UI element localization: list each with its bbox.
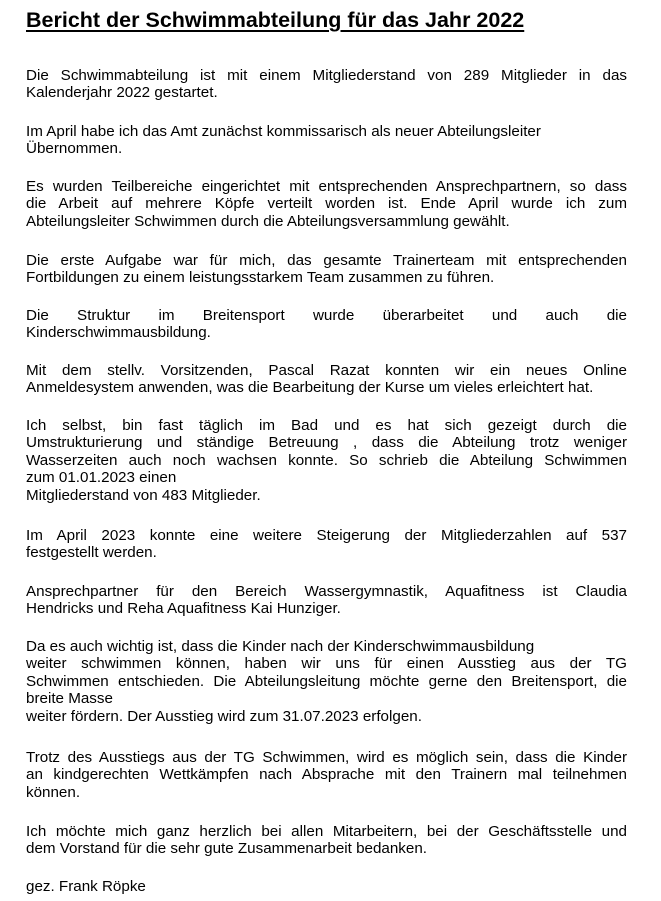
paragraph-competitions (26, 749, 627, 801)
text-line: Mit dem stellv. Vorsitzenden, Pascal Razat konnten wir ein neues Online (26, 362, 627, 379)
paragraph-start-membership (26, 67, 627, 102)
text-line: Übernommen. (26, 140, 123, 158)
text-line: Wasserzeiten auch noch wachsen konnte. So schrieb die Abteilung Schwimmen (26, 451, 627, 469)
document-title: Bericht der Schwimmabteilung für das Jahr 2022 (26, 8, 525, 32)
text-line: Ich selbst, bin fast täglich im Bad und es hat sich gezeigt durch die (26, 417, 627, 434)
signature-text: gez. Frank Röpke (26, 878, 146, 895)
text-line: Die Schwimmabteilung ist mit einem Mitgliederstand von 289 Mitglieder in das (26, 67, 627, 84)
text-line: breite Masse (26, 690, 113, 708)
text-line: Umstrukturierung und ständige Betreuung , dass die Abteilung trotz weniger (26, 434, 627, 452)
text-line: können. (26, 783, 81, 801)
paragraph-thanks (26, 823, 627, 858)
text-line: Hendricks und Reha Aquafitness Kai Hunziger. (26, 600, 341, 618)
paragraph-structure (26, 307, 627, 342)
text-line: Mitgliederstand von 483 Mitglieder. (26, 486, 261, 504)
text-line: Da es auch wichtig ist, dass die Kinder nach der Kinderschwimmausbildung (26, 638, 535, 655)
paragraph-sections (26, 178, 627, 230)
text-line: Abteilungsleiter Schwimmen durch die Abteilungsversammlung gewählt. (26, 212, 510, 230)
text-line: Anmeldesystem anwenden, was die Bearbeitung der Kurse um vieles erleichtert hat. (26, 379, 594, 397)
paragraph-growth (26, 417, 627, 504)
text-line: dem Vorstand für die sehr gute Zusammenarbeit bedanken. (26, 840, 428, 858)
text-line: Im April 2023 konnte eine weitere Steigerung der Mitgliederzahlen auf 537 (26, 527, 627, 544)
text-line: Es wurden Teilbereiche eingerichtet mit entsprechenden Ansprechpartnern, so dass (26, 178, 627, 195)
text-line: Kalenderjahr 2022 gestartet. (26, 84, 218, 102)
text-line: zum 01.01.2023 einen (26, 469, 177, 487)
paragraph-exit-tg (26, 638, 627, 725)
paragraph-appointment (26, 123, 627, 158)
text-line: Schwimmen entschieden. Die Abteilungsleitung möchte gerne den Breitensport, die (26, 672, 627, 690)
paragraph-online-system (26, 362, 627, 397)
text-line: Die Struktur im Breitensport wurde überarbeitet und auch die (26, 307, 627, 324)
text-line: die Arbeit auf mehrere Köpfe verteilt worden ist. Ende April wurde ich zum (26, 195, 627, 213)
text-line: weiter fördern. Der Ausstieg wird zum 31.07.2023 erfolgen. (26, 707, 422, 725)
text-line: Ich möchte mich ganz herzlich bei allen Mitarbeitern, bei der Geschäftsstelle und (26, 823, 627, 840)
text-line: Fortbildungen zu einem leistungsstarkem Team zusammen zu führen. (26, 269, 495, 287)
text-line: Kinderschwimmausbildung. (26, 324, 211, 342)
text-line: weiter schwimmen können, haben wir uns für einen Ausstieg aus der TG (26, 655, 627, 673)
text-line: festgestellt werden. (26, 544, 157, 562)
text-line: Die erste Aufgabe war für mich, das gesamte Trainerteam mit entsprechenden (26, 252, 627, 269)
text-line: Trotz des Ausstiegs aus der TG Schwimmen, wird es möglich sein, dass die Kinder (26, 749, 627, 766)
paragraph-trainer-team (26, 252, 627, 287)
text-line: Ansprechpartner für den Bereich Wassergymnastik, Aquafitness ist Claudia (26, 583, 627, 600)
text-line: Im April habe ich das Amt zunächst kommissarisch als neuer Abteilungsleiter (26, 123, 541, 140)
text-line: an kindgerechten Wettkämpfen nach Absprache mit den Trainern mal teilnehmen (26, 766, 627, 784)
paragraph-april-2023 (26, 527, 627, 562)
signature (26, 878, 627, 895)
paragraph-contacts (26, 583, 627, 618)
